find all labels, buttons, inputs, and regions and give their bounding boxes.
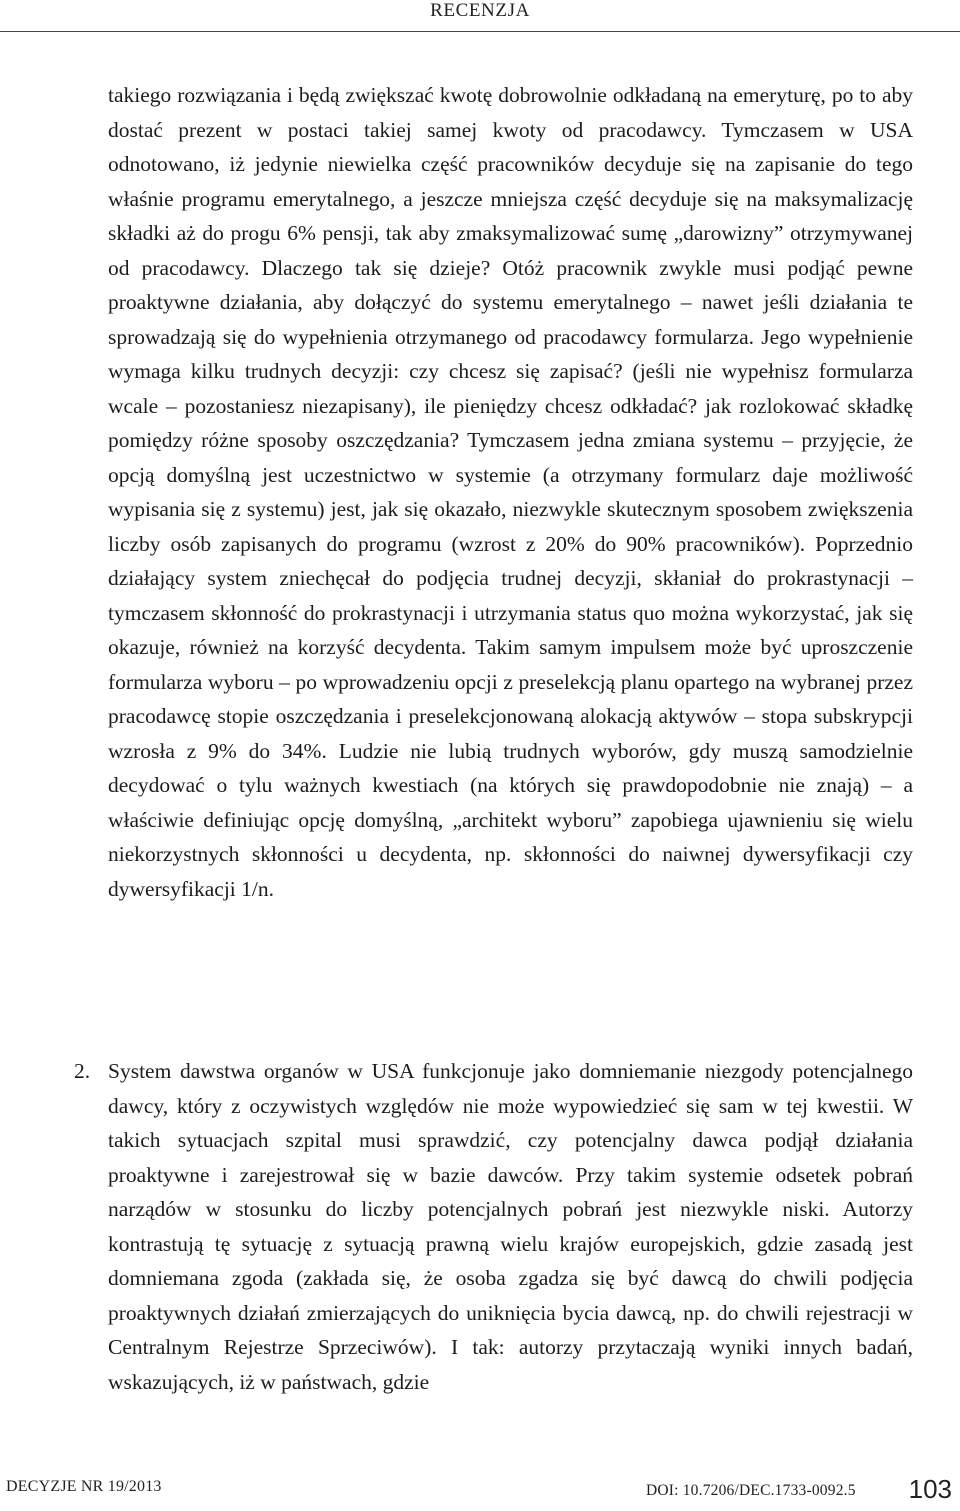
section-title: RECENZJA [430,0,530,21]
running-header [0,0,960,34]
list-item-text: System dawstwa organów w USA funkcjonuje jako domniemanie niezgody potencjalnego dawcy, który z oczywistych względów nie może wypowiedzieć się sam w tej kwestii. W takich sytuacjach szpital musi sprawdzić, czy potencjalny dawca podjął działania proaktywne i zarejestrował się w bazie dawców. Przy takim systemie odsetek pobrań narządów w stosunku do liczby potencjalnych pobrań jest niezwykle niski. Autorzy kontrastują tę sytuację z sytuacją prawną wielu krajów europejskich, gdzie zasadą jest domniemana zgoda (zakłada się, że osoba zgadza się być dawcą do chwili podjęcia proaktywnych działań zmierzających do uniknięcia bycia dawcą, np. do chwili rejestracji w Centralnym Rejestrze Sprzeciwów). I tak: autorzy przytaczają wyniki innych badań, wskazujących, iż w państwach, gdzie [108,1059,913,1394]
page-number: 103 [908,1474,952,1504]
header-divider [0,31,960,32]
journal-issue: DECYZJE NR 19/2013 [6,1478,162,1495]
list-item-number: 2. [74,1059,91,1083]
doi-label: DOI: 10.7206/DEC.1733-0092.5 [646,1482,856,1499]
body-paragraph: takiego rozwiązania i będą zwiększać kwotę dobrowolnie odkładaną na emeryturę, po to aby dostać prezent w postaci takiej samej kwoty od pracodawcy. Tymczasem w USA odnotowano, iż jedynie niewielka część pracowników decyduje się na zapisanie do tego właśnie programu emerytalnego, a jeszcze mniejsza część decyduje się na maksymalizację składki aż do progu 6% pensji, tak aby zmaksymalizować sumę „darowizny” otrzymywanej od pracodawcy. Dlaczego tak się dzieje? Otóż pracownik zwykle musi podjąć pewne proaktywne działania, aby dołączyć do systemu emerytalnego – nawet jeśli działania te sprowadzają się do wypełnienia otrzymanego od pracodawcy formularza. Jego wypełnienie wymaga kilku trudnych decyzji: czy chcesz się zapisać? (jeśli nie wypełnisz formularza wcale – pozostaniesz niezapisany), ile pieniędzy chcesz odkładać? jak rozlokować składkę pomiędzy różne sposoby oszczędzania? Tymczasem jedna zmiana systemu – przyjęcie, że opcją domyślną jest uczestnictwo w systemie (a otrzymany formularz daje możliwość wypisania się z systemu) jest, jak się okazało, niezwykle skutecznym sposobem zwiększenia liczby osób zapisanych do programu (wzrost z 20% do 90% pracowników). Poprzednio działający system zniechęcał do podjęcia trudnej decyzji, skłaniał do prokrastynacji – tymczasem skłonność do prokrastynacji i utrzymania status quo można wykorzystać, jak się okazuje, również na korzyść decydenta. Takim samym impulsem może być uproszczenie formularza wyboru – po wprowadzeniu opcji z preselekcją planu opartego na wybranej przez pracodawcę stopie oszczędzania i preselekcjonowaną alokacją aktywów – stopa subskrypcji wzrosła z 9% do 34%. Ludzie nie lubią trudnych wyborów, gdy muszą samodzielnie decydować o tylu ważnych kwestiach (na których się prawdopodobnie nie znają) – a właściwie definiując opcję domyślną, „architekt wyboru” zapobiega ujawnieniu się wielu niekorzystnych skłonności u decydenta, np. skłonności do naiwnej dywersyfikacji czy dywersyfikacji 1/n. [108,83,913,901]
